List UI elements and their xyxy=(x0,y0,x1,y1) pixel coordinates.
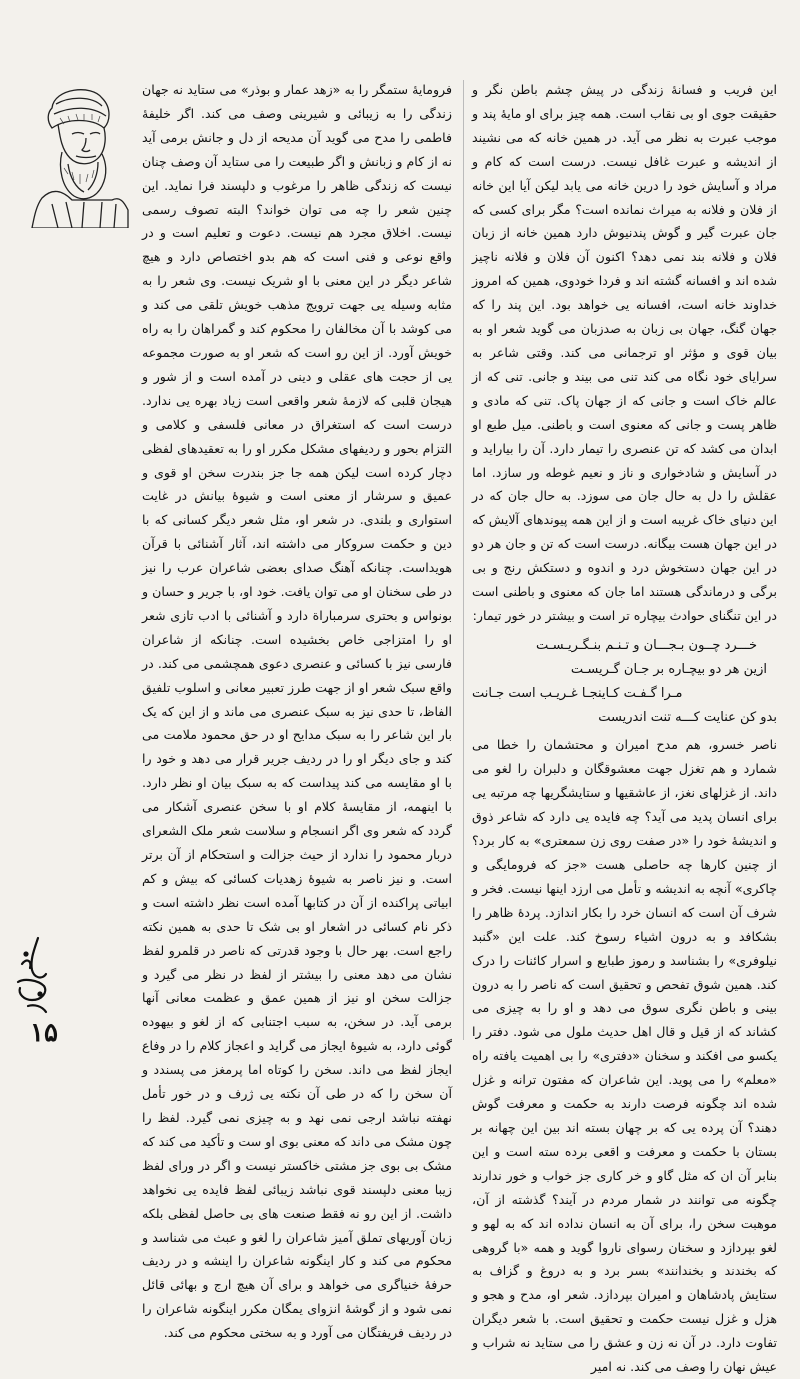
turbaned-poet-drawing xyxy=(12,78,130,228)
poem-verse-3: مـرا گـفـت کـاینجـا غـریـب است جـانت xyxy=(472,685,683,701)
poem-verse-4: بدو کن عنایت کـــه تنت اندریست xyxy=(598,709,777,725)
page-number: ۱۵ xyxy=(30,1018,58,1048)
poem-verse-1: خـــرد چــون بـجـــان و تـنـم بنـگـریـسـت xyxy=(536,637,757,653)
right-column-paragraph-1: این فریب و فسانهٔ زندگی در پیش چشم باطن نگر و حقیقت جوی او بی نقاب است. همه چیز برای او مایهٔ پند و موجب عبرت به نظر می آید. در همین خانه که می نشیند از اندیشه و عبرت غافل نیست. درست است که کام و مراد و آسایش خود را درین خانه می یابد لیکن آیا این خانه از فلان و فلانه به میراث نمانده است؟ مگر برای کسی که جان عبرت گیر و گوش پندنیوش دارد همین خانه از زبان فلان و فلانه بند نمی دهد؟ اکنون آن فلان و فلانه ناچیز شده اند و افسانه گشته اند و فردا خودوی، همین که امروز خداوند خانه است، افسانه یی خواهد بود. این پند را که جهان گنگ، جهان بی زبان به صدزبان می گوید شعر او به بیان قوی و مؤثر او ترجمانی می کند. وقتی شاعر به سرایای خود نگاه می کند تنی می بیند و جانی. تنی که از عالم خاک است و جانی که از جهان پاک. تنی که مادی و ظاهر پست و جانی که معنوی است و باطنی. میل طبع او ابدان می کشد که تن عنصری را تیمار دارد. آن را بیارايد و در آسایش و شادخواری و ناز و نعیم غوطه ور سازد. اما عقلش را دل به حال جان می سوزد. به حال جان که در این دنیای خاک غریبه است و از این همه پیوندهای آلایش که در این جهان هست بیگانه. درست است که تن و جان هر دو در این جهان دستخوش درد و اندوه و دستکش رنج و بی برگی و درماندگی هستند اما جان که معنوی و باطنی است در این تنگنای حوادث بیچاره تر است و بیشتر در خور تیمار: xyxy=(472,82,777,623)
kerman-calligraphy-logo xyxy=(8,930,58,1020)
column-divider xyxy=(463,80,464,1040)
poem-verse-2: ازین هر دو بیچـاره بر جـان گـریسـت xyxy=(570,661,767,677)
left-text-column xyxy=(142,78,452,1345)
poet-portrait-illustration xyxy=(12,78,130,228)
calligraphy-mark xyxy=(8,930,58,1020)
left-column-paragraph: فرومایهٔ ستمگر را به «زهد عمار و بوذر» می ستاید نه جهان زندگی را به زیبائی و شیرینی وصف می کند. اگر خلیفهٔ فاطمی را مدح می گوید آن مدیحه از دل و جانش برمی آید نه از کام و زبانش و اگر طبیعت را می ستاید آن وصف چنان نیست که زندگی ظاهر را مرغوب و دلپسند فرا نماید. این چنین شعر را چه می توان خواند؟ البته تصوف رسمی نیست. اخلاق مجرد هم نیست. دعوت و تعلیم است و در واقع نوعی و فنی است که هم بدو اختصاص دارد و هیچ شاعر دیگر در این معنی با او شریک نیست. وی شعر را به مثابه وسیله یی جهت ترویج مذهب خویش تلقی می کند و می کوشد با آن مخالفان را محکوم کند و گمراهان را به راه خویش آورد. از این رو است که شعر او به صورت مجموعه یی از حجت های عقلی و دینی در آمده است و از شور و هیجان قلبی که لازمهٔ شعر واقعی است زیاد بهره یی ندارد. درست است که استغراق در معانی فلسفی و کلامی و التزام بحور و ردیفهای مشکل مکرر او را به تعقیدهای لفظی دچار کرده است لیکن همه جا جز بندرت سخن او قوی و عمیق و سرشار از معنی است و شیوهٔ بیانش در غایت استواری و بلندی. در شعر او، مثل شعر دیگر کسانی که با دین و حکمت سروکار می داشته اند، آثار آشنائی با قرآن هویداست. چنانکه آهنگ صدای بعضی شاعران عرب را نیز در طی سخنان او می توان یافت. خود او، با جریر و حسان و بونواس و بحتری سرمباراة دارد و آشنائی با ادب تازی شعر او را امتزاجی خاص بخشیده است. چنانکه از شاعران فارسی نیز با کسائی و عنصری دعوی همچشمی می کند. در واقع سبک شعر او از جهت طرز تعبیر معانی و اسلوب تلفیق الفاظ، تا حدی نیز به سبک عنصری می ماند و از این که یک بار این شاعر را به سبک مدایح او در حق محمود ملامت می کند و جای دیگر او را در ردیف جریر قرار می دهد و خود را با او مقایسه می کند پیداست که به سبک بیان او نظر دارد. با اینهمه، از مقایسهٔ کلام او با سخن عنصری آشکار می گردد که شعر وی اگر انسجام و سلاست شعر ملک الشعرای دربار محمود را ندارد از حیث جزالت و استحکام از آن برتر است. و نیز ناصر به شیوهٔ زهدیات کسائی که بیش و کم ابیاتی پراکنده از آن در کتابها آمده است نظر داشته است و ذکر نام کسائی در اشعار او بی شک تا حدی به همین نکته راجع است. بهر حال با وجود قدرتی که ناصر در قلمرو لفظ نشان می دهد معنی را بیشتر از لفظ در نظر می گیرد و جزالت سخن او نیز از همین عمق و عظمت معانی آنها برمی آید. در سخن، به سبب اجتنابی که از لغو و بیهوده گوئی دارد، به شیوهٔ ایجاز می گراید و اعجاز کلام را در وفاع ایجاز لفظ می داند. سخن را کوتاه اما پرمغز می پسندد و آن سخن را که در طی آن نکته یی ژرف و در خور تأمل نهفته نباشد ارجی نمی نهد و به چیزی نمی گیرد. لفظ را چون مشک می داند که معنی بوی او ست و تأکید می کند که مشک بی بوی جز مشتی خاکستر نیست و اگر در ورای لفظ زیبا معنی دلپسند قوی نباشد زیبائی لفظ فایده یی نخواهد داشت. از این رو نه فقط صنعت های بی حاصل لفظی بلکه زبان آوریهای تملق آمیز شاعران را لغو و عبث می شناسد و محکوم می کند و کار اینگونه شاعران را اینشه و در ردیف حرفهٔ خنیاگری می خواهد و برای آن هیچ ارج و بهائی قائل نمی شود و از گوشهٔ انزوای یمگان مکرر اینگونه شاعران را در ردیف فریفتگان می آورد و به سختی محکوم می کند. xyxy=(142,82,452,1341)
right-text-column xyxy=(472,78,777,1379)
poem-couplets xyxy=(472,634,777,730)
right-column-paragraph-2: ناصر خسرو، هم مدح امیران و محتشمان را خطا می شمارد و هم تغزل جهت معشوقگان و دلبران را لغو می داند. از غزلهای نغز، از عاشقیها و ستایشگریها چه مرتبه یی برای انسان پدید می آید؟ چه فایده یی دارد که شاعر ذوق و اندیشهٔ خود را «در صفت روی زن سمعتری» به کار برد؟ از چنین کارها چه حاصلی هست «جز که فرومایگی و چاکری» آنچه به اندیشه و تأمل می ارزد اینها نیست. فخر و شرف آن است که انسان خرد را بکار اندازد. پردهٔ ظاهر را بشکافد و به درون اشیاء رسوخ کند. علت این «گنبد نیلوفری» را بشناسد و رموز طبایع و اسرار کائنات را درک کند. همین شوق تفحص و تحقیق است که ناصر را به درون بینی و باطن نگری سوق می دهد و او را به چیزی می کشاند که از قیل و قال اهل حدیث ملول می شود. دفتر را یکسو می افکند و سخنان «دفتری» را بی اهمیت یافته راه «معلم» را می پوید. این شاعران که مفتون ترانه و غزل شده اند چگونه فرصت دارند به حکمت و معرفت گوش دهند؟ آن پرده یی که بر چهان بسته اند بین این چهانه بر بستان با حکمت و معرفت و اقعی برده سته است و این بنابر آن ان که مثل گاو و خر کاری جز خواب و خور ندارند چگونه می توانند در شمار مردم در آیند؟ گذشته از آن، موهبت سخن را، برای آن به انسان نداده اند که به لهو و لغو بپردازد و سخنان رسوای ناروا گوید و همه «با گروهی که بخندند و بخندانند» بسر برد و به دروغ و گزاف به ستایش پادشاهان و امیران بپردازد. شعر او، مدح و هجو و هزل و غزل نیست حکمت و تحقیق است. با شعر دیگران تفاوت دارد. در آن نه زن و عشق را می ستاید نه شراب و عیش نهان را وصف می کند. نه امیر xyxy=(472,737,777,1375)
